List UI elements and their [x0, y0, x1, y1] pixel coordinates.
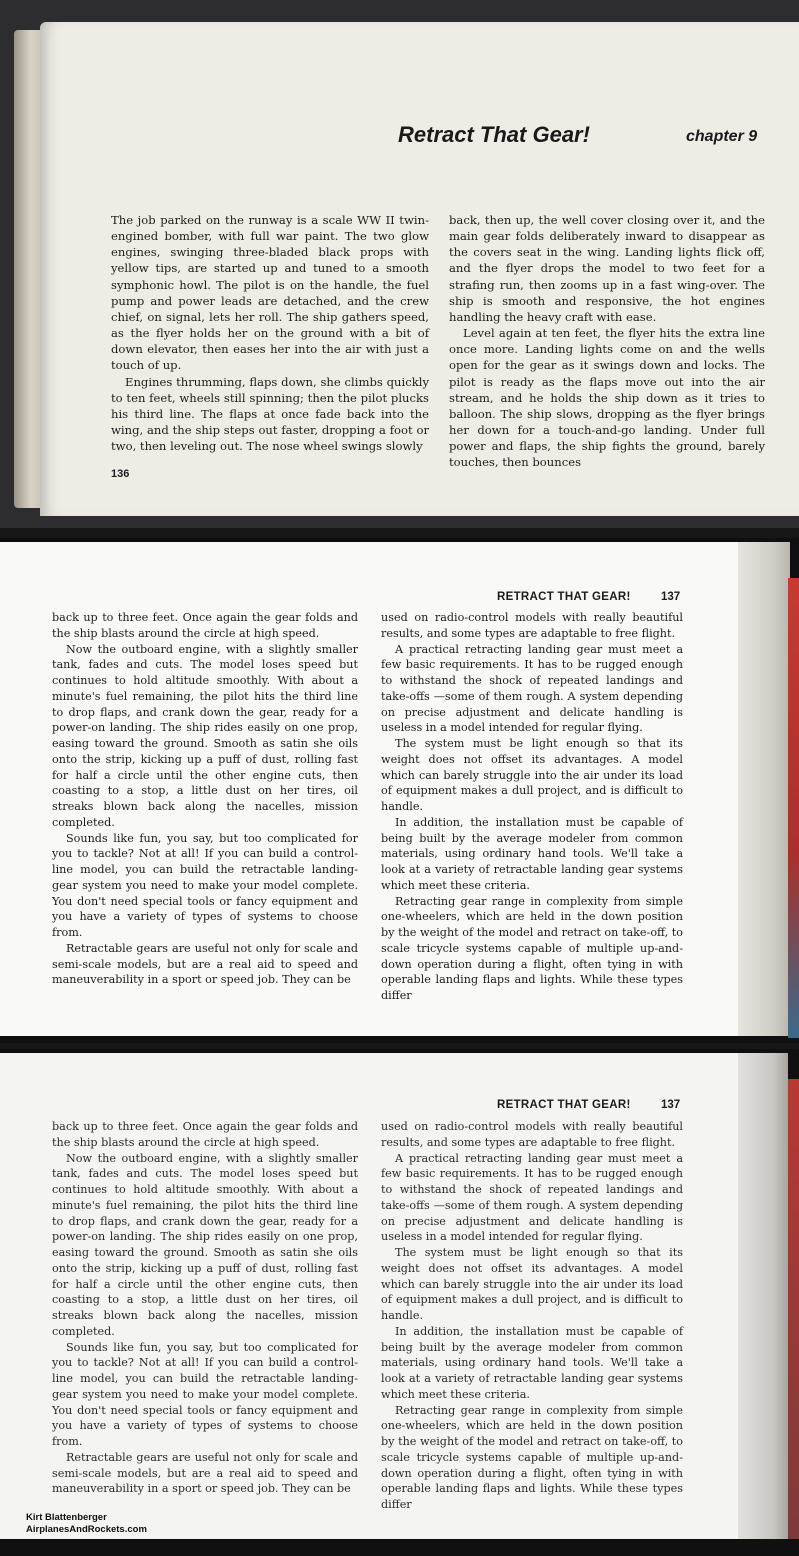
running-head: RETRACT THAT GEAR!: [497, 591, 631, 603]
paragraph: Retractable gears are useful not only for scale and semi-scale models, but are a real aid to speed and maneuverability in a sport or speed job. They can be: [52, 1450, 358, 1496]
book-cover-edge: [788, 1079, 799, 1539]
paragraph: Now the outboard engine, with a slightly smaller tank, fades and cuts. The model loses speed but continues to hold altitude smoothly. With about a minute's fuel remaining, the pilot hits the third line to drop flaps, and crank down the gear, ready for a power-on landing. The ship rides easily on one prop, easing toward the ground. Smooth as satin she oils onto the strip, kicking up a puff of dust, rolling fast for half a circle until the other engine cuts, then coasting to a stop, a little dust on her tires, oil streaks blown back along the nacelles, mission completed.: [52, 642, 358, 829]
paragraph: used on radio-control models with really beautiful results, and some types are adaptable to free flight.: [381, 1120, 683, 1149]
text-column-right: [449, 212, 765, 471]
paragraph: back up to three feet. Once again the gear folds and the ship blasts around the circle at high speed.: [52, 1120, 358, 1149]
text-column-left: [52, 1119, 358, 1497]
text-column-left: [52, 610, 358, 988]
paragraph: Now the outboard engine, with a slightly smaller tank, fades and cuts. The model loses speed but continues to hold altitude smoothly. With about a minute's fuel remaining, the pilot hits the third line to drop flaps, and crank down the gear, ready for a power-on landing. The ship rides easily on one prop, easing toward the ground. Smooth as satin she oils onto the strip, kicking up a puff of dust, rolling fast for half a circle until the other engine cuts, then coasting to a stop, a little dust on her tires, oil streaks blown back along the nacelles, mission completed.: [52, 1151, 358, 1338]
book-cover-edge: [788, 578, 799, 1038]
paragraph: The system must be light enough so that its weight does not offset its advantages. A model which can barely struggle into the air under its load of equipment makes a dull project, and is difficult to handle.: [381, 1246, 683, 1322]
chapter-label: chapter 9: [686, 128, 758, 145]
paragraph: Sounds like fun, you say, but too complicated for you to tackle? Not at all! If you can build a control-line model, you can build the retractable landing-gear system you need to make your model complete. You don't need special tools or fancy equipment and you have a variety of types of systems to choose from.: [52, 1340, 358, 1448]
chapter-title: Retract That Gear!: [398, 122, 590, 147]
paragraph: Retracting gear range in complexity from simple one-wheelers, which are held in the down position by the weight of the model and retract on take-off, to scale tricycle systems capable of multiple up-and-down operation during a flight, often tying in with operable landing flaps and lights. While these types differ: [381, 894, 683, 1002]
paragraph: Engines thrumming, flaps down, she climbs quickly to ten feet, wheels still spinning; then the pilot plucks his third line. The flaps at once fade back into the wing, and the ship steps out faster, dropping a foot or two, then leveling out. The nose wheel swings slowly: [111, 374, 429, 454]
paragraph: A practical retracting landing gear must meet a few basic requirements. It has to be rugged enough to withstand the shock of repeated landings and take-offs —some of them rough. A system depending on precise adjustment and delicate handling is useless in a model intended for regular flying.: [381, 1151, 683, 1244]
photo-panel-page-137-b: [0, 1049, 799, 1556]
credit-site: AirplanesAndRockets.com: [26, 1524, 147, 1535]
credit-name: Kirt Blattenberger: [26, 1512, 107, 1523]
paragraph: In addition, the installation must be capable of being built by the average modeler from common materials, using ordinary hand tools. We'll take a look at a variety of retractable landing gear systems which meet these criteria.: [381, 1324, 683, 1401]
running-head: RETRACT THAT GEAR!: [497, 1099, 631, 1111]
paragraph: used on radio-control models with really beautiful results, and some types are adaptable to free flight.: [381, 611, 683, 640]
paragraph: In addition, the installation must be capable of being built by the average modeler from common materials, using ordinary hand tools. We'll take a look at a variety of retractable landing gear systems which meet these criteria.: [381, 815, 683, 892]
paragraph: A practical retracting landing gear must meet a few basic requirements. It has to be rugged enough to withstand the shock of repeated landings and take-offs —some of them rough. A system depending on precise adjustment and delicate handling is useless in a model intended for regular flying.: [381, 642, 683, 735]
book-page-edge: [738, 1053, 788, 1539]
text-column-right: [381, 1119, 683, 1513]
paragraph: The system must be light enough so that its weight does not offset its advantages. A model which can barely struggle into the air under its load of equipment makes a dull project, and is difficult to handle.: [381, 737, 683, 813]
paragraph: Retracting gear range in complexity from simple one-wheelers, which are held in the down position by the weight of the model and retract on take-off, to scale tricycle systems capable of multiple up-and-down operation during a flight, often tying in with operable landing flaps and lights. While these types differ: [381, 1403, 683, 1511]
credit-watermark: [26, 1512, 147, 1536]
paragraph: back, then up, the well cover closing over it, and the main gear folds deliberately inward to disappear as the covers seat in the wing. Landing lights flick off, and the flyer drops the model to two feet for a strafing run, then zooms up in a fast wing-over. The ship is smooth and responsive, the hot engines handling the heavy craft with ease.: [449, 213, 765, 324]
text-column-right: [381, 610, 683, 1004]
photo-panel-page-136: [0, 0, 799, 528]
book-page-edge: [14, 30, 42, 508]
paragraph: back up to three feet. Once again the gear folds and the ship blasts around the circle at high speed.: [52, 611, 358, 640]
page-number: 136: [111, 468, 130, 480]
page-number: 137: [661, 1099, 681, 1111]
paragraph: The job parked on the runway is a scale WW II twin-engined bomber, with full war paint. The two glow engines, swinging three-bladed black props with yellow tips, are started up and tuned to a smooth symphonic howl. The pilot is on the handle, the fuel pump and power leads are detached, and the crew chief, on signal, lets her roll. The ship gathers speed, as the flyer holds her on the ground with a bit of down elevator, then eases her into the air with just a touch of up.: [111, 213, 429, 373]
paragraph: Sounds like fun, you say, but too complicated for you to tackle? Not at all! If you can build a control-line model, you can build the retractable landing-gear system you need to make your model complete. You don't need special tools or fancy equipment and you have a variety of types of systems to choose from.: [52, 831, 358, 939]
photo-panel-page-137-a: [0, 538, 799, 1043]
page-number: 137: [661, 591, 681, 603]
paragraph: Level again at ten feet, the flyer hits the extra line once more. Landing lights come on and the wells open for the gear as it swings down and locks. The pilot is ready as the flaps move out into the air stream, and he holds the ship down as it tries to balloon. The ship slows, dropping as the flyer brings her down for a touch-and-go landing. Under full power and flaps, the ship fights the ground, barely touches, then bounces: [449, 326, 765, 470]
text-column-left: [111, 212, 429, 454]
paragraph: Retractable gears are useful not only for scale and semi-scale models, but are a real aid to speed and maneuverability in a sport or speed job. They can be: [52, 941, 358, 987]
book-page-edge: [738, 542, 790, 1036]
